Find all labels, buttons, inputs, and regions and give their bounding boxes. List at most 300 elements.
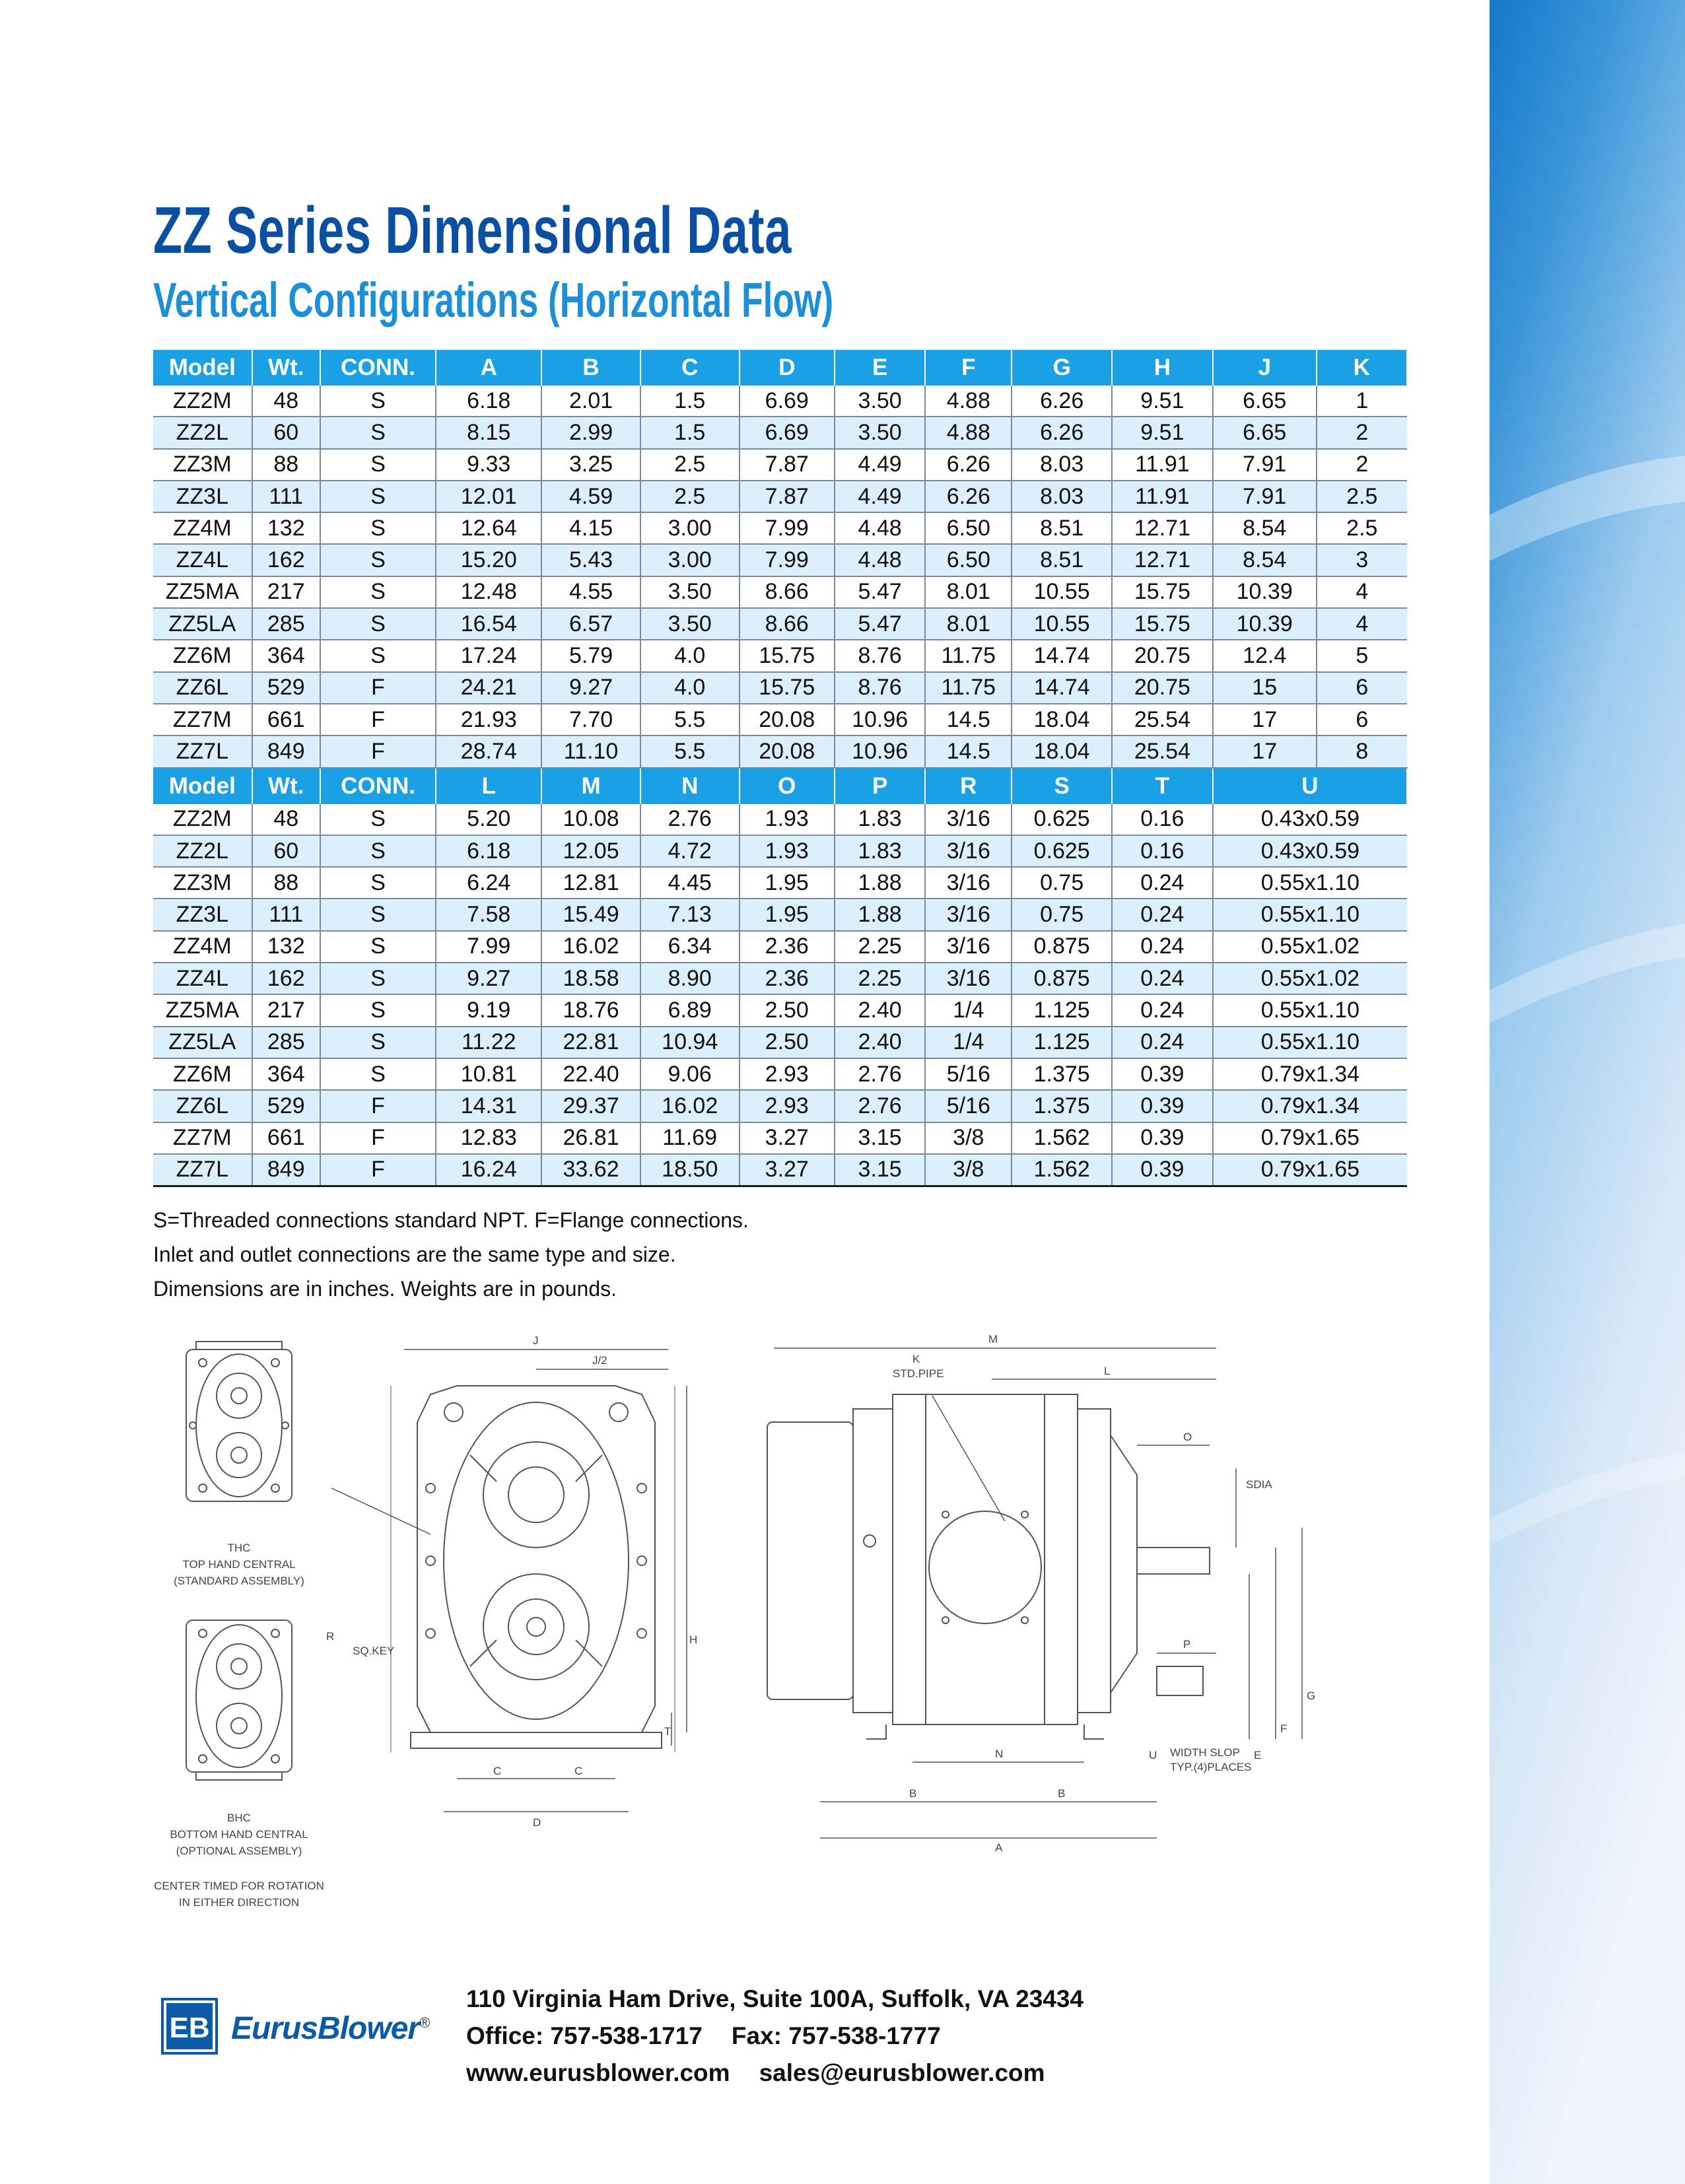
- table-cell: 1/4: [925, 1027, 1012, 1058]
- table-cell: 3.00: [640, 544, 739, 576]
- table-cell: 0.43x0.59: [1213, 835, 1407, 867]
- table-cell: S: [320, 867, 436, 899]
- table-cell: 6.24: [436, 867, 541, 899]
- table-cell: 20.08: [739, 704, 835, 735]
- table-cell: ZZ5LA: [153, 608, 252, 640]
- table-cell: 0.875: [1012, 931, 1112, 963]
- column-header: R: [925, 768, 1012, 804]
- table-cell: 3/16: [925, 867, 1012, 899]
- column-header: Model: [153, 768, 252, 804]
- table-cell: 3.27: [739, 1154, 835, 1186]
- table-cell: 9.06: [640, 1058, 739, 1090]
- table-cell: 14.5: [925, 704, 1012, 735]
- website-link[interactable]: www.eurusblower.com: [466, 2059, 730, 2086]
- table-cell: 1.88: [835, 867, 925, 899]
- table-cell: 2.25: [835, 931, 925, 963]
- table-cell: ZZ7L: [153, 735, 252, 767]
- dim-label-m: M: [988, 1333, 998, 1346]
- table-cell: 33.62: [541, 1154, 640, 1186]
- table-cell: 5.47: [835, 608, 925, 640]
- table-cell: 8.66: [739, 576, 835, 608]
- dim-label-width-slot: WIDTH SLOP: [1170, 1746, 1240, 1759]
- table-cell: S: [320, 576, 436, 608]
- table-cell: 0.24: [1112, 963, 1213, 994]
- thc-caption: TOP HAND CENTRAL: [182, 1558, 296, 1571]
- table-cell: 3/16: [925, 963, 1012, 994]
- table-cell: 6.50: [925, 544, 1012, 576]
- note-line: Dimensions are in inches. Weights are in pounds.: [153, 1277, 617, 1301]
- table-cell: 8.03: [1012, 449, 1112, 481]
- table-cell: 162: [252, 544, 320, 576]
- table-cell: 0.79x1.34: [1213, 1090, 1407, 1122]
- table-row: [153, 994, 1407, 1026]
- table-cell: 7.91: [1213, 481, 1317, 512]
- registered-mark: ®: [419, 2014, 430, 2031]
- table-cell: 10.55: [1012, 608, 1112, 640]
- address: 110 Virginia Ham Drive, Suite 100A, Suffolk, VA 23434: [466, 1985, 1084, 2012]
- table-cell: 5.43: [541, 544, 640, 576]
- column-header: J: [1213, 350, 1317, 386]
- table-cell: F: [320, 1154, 436, 1186]
- table-row: [153, 867, 1407, 899]
- front-dimensions: [331, 1349, 687, 1812]
- table-cell: 9.51: [1112, 417, 1213, 448]
- column-header: Model: [153, 350, 252, 386]
- table-cell: 6.18: [436, 386, 541, 417]
- table-row: [153, 899, 1407, 930]
- table-cell: 0.55x1.02: [1213, 931, 1407, 963]
- table-cell: 10.96: [835, 735, 925, 767]
- table-cell: 12.48: [436, 576, 541, 608]
- table-cell: 529: [252, 672, 320, 704]
- decorative-side-band: [1490, 0, 1685, 2184]
- table-cell: 5.5: [640, 704, 739, 735]
- table-cell: 2.36: [739, 963, 835, 994]
- table-header-row: [153, 350, 1407, 386]
- table-cell: ZZ5MA: [153, 576, 252, 608]
- table-cell: ZZ7M: [153, 704, 252, 735]
- table-cell: ZZ2L: [153, 835, 252, 867]
- dim-label-c: C: [574, 1765, 583, 1777]
- table-cell: 4.15: [541, 512, 640, 544]
- table-cell: ZZ3L: [153, 481, 252, 512]
- table-cell: 10.81: [436, 1058, 541, 1090]
- table-cell: F: [320, 704, 436, 735]
- table-cell: 849: [252, 735, 320, 767]
- table-cell: 2.5: [640, 481, 739, 512]
- table-cell: 6.89: [640, 994, 739, 1026]
- column-header: P: [835, 768, 925, 804]
- table-cell: 3.00: [640, 512, 739, 544]
- table-cell: 6.65: [1213, 417, 1317, 448]
- table-cell: 8.76: [835, 672, 925, 704]
- note-line: Inlet and outlet connections are the same type and size.: [153, 1243, 676, 1266]
- table-cell: 0.55x1.02: [1213, 963, 1407, 994]
- table-row: [153, 804, 1407, 835]
- table-cell: 132: [252, 931, 320, 963]
- table-cell: 6.26: [925, 449, 1012, 481]
- table-cell: 2.40: [835, 994, 925, 1026]
- table-cell: 2.99: [541, 417, 640, 448]
- brand-name: [231, 2010, 429, 2047]
- column-header: K: [1317, 350, 1407, 386]
- column-header: Wt.: [252, 350, 320, 386]
- table-cell: 661: [252, 704, 320, 735]
- table-cell: ZZ3L: [153, 899, 252, 930]
- table-cell: ZZ4L: [153, 544, 252, 576]
- table-cell: 12.83: [436, 1122, 541, 1154]
- table-cell: 4.0: [640, 672, 739, 704]
- table-cell: 8.54: [1213, 544, 1317, 576]
- table-cell: 3: [1317, 544, 1407, 576]
- dim-label-std-pipe: STD.PIPE: [893, 1367, 944, 1380]
- table-cell: 8.03: [1012, 481, 1112, 512]
- bhc-caption: BOTTOM HAND CENTRAL: [170, 1828, 308, 1841]
- table-cell: 16.02: [640, 1090, 739, 1122]
- page-subtitle: Vertical Configurations (Horizontal Flow): [153, 273, 834, 327]
- table-cell: ZZ2M: [153, 386, 252, 417]
- table-cell: 88: [252, 449, 320, 481]
- table-cell: 8.54: [1213, 512, 1317, 544]
- table-cell: 4.55: [541, 576, 640, 608]
- table-cell: 9.27: [436, 963, 541, 994]
- table-cell: 2.5: [1317, 512, 1407, 544]
- table-cell: 6.34: [640, 931, 739, 963]
- table-cell: 18.50: [640, 1154, 739, 1186]
- table-row: [153, 735, 1407, 767]
- table-cell: 6: [1317, 672, 1407, 704]
- table-cell: ZZ2M: [153, 804, 252, 835]
- dim-label-c: C: [493, 1765, 502, 1777]
- table-cell: 7.99: [739, 512, 835, 544]
- table-cell: 5.47: [835, 576, 925, 608]
- table-cell: ZZ3M: [153, 867, 252, 899]
- dim-label-k: K: [912, 1353, 920, 1365]
- table-cell: 1.93: [739, 835, 835, 867]
- column-header: O: [739, 768, 835, 804]
- table-cell: 1.562: [1012, 1154, 1112, 1186]
- column-header: CONN.: [320, 350, 436, 386]
- dim-label-b: B: [1058, 1787, 1066, 1800]
- table-cell: 2.93: [739, 1058, 835, 1090]
- table-cell: 12.71: [1112, 512, 1213, 544]
- table-cell: 6.57: [541, 608, 640, 640]
- email-link[interactable]: sales@eurusblower.com: [759, 2059, 1045, 2086]
- table-cell: 8.76: [835, 640, 925, 671]
- column-header: C: [640, 350, 739, 386]
- table-cell: 3.15: [835, 1122, 925, 1154]
- table-cell: ZZ6M: [153, 1058, 252, 1090]
- table-cell: 1.5: [640, 417, 739, 448]
- table-cell: 2.5: [640, 449, 739, 481]
- table-cell: 0.625: [1012, 804, 1112, 835]
- table-cell: 28.74: [436, 735, 541, 767]
- logo-mark: EB: [169, 2012, 210, 2044]
- table-cell: 10.39: [1213, 576, 1317, 608]
- table-cell: 4.0: [640, 640, 739, 671]
- table-cell: 0.79x1.65: [1213, 1122, 1407, 1154]
- table-cell: ZZ3M: [153, 449, 252, 481]
- table-cell: 15.75: [1112, 608, 1213, 640]
- table-cell: 11.91: [1112, 481, 1213, 512]
- table-cell: 3.50: [640, 608, 739, 640]
- table-cell: S: [320, 417, 436, 448]
- table-cell: F: [320, 672, 436, 704]
- table-cell: 3/16: [925, 804, 1012, 835]
- table-cell: 4.48: [835, 512, 925, 544]
- dim-label-r: R: [326, 1630, 335, 1643]
- table-row: [153, 1154, 1407, 1186]
- table-cell: 11.69: [640, 1122, 739, 1154]
- dim-label-j: J: [533, 1334, 539, 1347]
- table-cell: 217: [252, 576, 320, 608]
- table-cell: 3/8: [925, 1122, 1012, 1154]
- table-cell: 2: [1317, 449, 1407, 481]
- table-cell: 0.55x1.10: [1213, 899, 1407, 930]
- table-cell: 0.39: [1112, 1090, 1213, 1122]
- table-cell: 2.36: [739, 931, 835, 963]
- table-cell: S: [320, 963, 436, 994]
- table-cell: 2.40: [835, 1027, 925, 1058]
- table-cell: 1.375: [1012, 1058, 1112, 1090]
- table-cell: 8.51: [1012, 544, 1112, 576]
- table-cell: 11.75: [925, 640, 1012, 671]
- table-cell: 2.76: [835, 1090, 925, 1122]
- table-cell: 10.96: [835, 704, 925, 735]
- dim-label-d: D: [533, 1816, 541, 1829]
- table-cell: 529: [252, 1090, 320, 1122]
- table-cell: 4.45: [640, 867, 739, 899]
- rotation-caption: IN EITHER DIRECTION: [178, 1896, 300, 1909]
- table-cell: 0.16: [1112, 804, 1213, 835]
- blower-dimension-drawing: [153, 1323, 1342, 1930]
- table-cell: 8.01: [925, 576, 1012, 608]
- column-header: E: [835, 350, 925, 386]
- table-cell: 10.08: [541, 804, 640, 835]
- table-cell: 364: [252, 640, 320, 671]
- table-cell: 11.10: [541, 735, 640, 767]
- table-cell: 3.15: [835, 1154, 925, 1186]
- table-cell: S: [320, 1027, 436, 1058]
- dim-label-typ-places: TYP.(4)PLACES: [1170, 1761, 1252, 1773]
- table-cell: 25.54: [1112, 735, 1213, 767]
- table-cell: 1.83: [835, 835, 925, 867]
- table-cell: 48: [252, 804, 320, 835]
- table-cell: 4.88: [925, 386, 1012, 417]
- table-cell: 9.51: [1112, 386, 1213, 417]
- table-cell: 6.18: [436, 835, 541, 867]
- table-cell: 4.88: [925, 417, 1012, 448]
- table-cell: 14.31: [436, 1090, 541, 1122]
- table-cell: 4.49: [835, 481, 925, 512]
- table-cell: 1.93: [739, 804, 835, 835]
- dim-label-e: E: [1254, 1749, 1262, 1761]
- table-cell: 111: [252, 899, 320, 930]
- table-cell: 0.39: [1112, 1058, 1213, 1090]
- dim-label-j-half: J/2: [592, 1354, 607, 1367]
- table-cell: 15.75: [739, 672, 835, 704]
- table-cell: 17: [1213, 704, 1317, 735]
- table-cell: 1.88: [835, 899, 925, 930]
- table-cell: ZZ6M: [153, 640, 252, 671]
- table-cell: 18.76: [541, 994, 640, 1026]
- table-cell: 17: [1213, 735, 1317, 767]
- table-cell: S: [320, 899, 436, 930]
- table-cell: 3.50: [835, 386, 925, 417]
- table-cell: 2.50: [739, 1027, 835, 1058]
- thc-caption: THC: [227, 1542, 251, 1554]
- table-cell: 60: [252, 835, 320, 867]
- table-cell: S: [320, 512, 436, 544]
- table-row: [153, 512, 1407, 544]
- table-cell: S: [320, 544, 436, 576]
- table-cell: 10.94: [640, 1027, 739, 1058]
- table-row: [153, 608, 1407, 640]
- table-cell: 849: [252, 1154, 320, 1186]
- table-cell: 4.48: [835, 544, 925, 576]
- table-cell: 2.5: [1317, 481, 1407, 512]
- table-cell: 6.26: [925, 481, 1012, 512]
- table-cell: 1.5: [640, 386, 739, 417]
- table-cell: 285: [252, 1027, 320, 1058]
- table-cell: 20.75: [1112, 640, 1213, 671]
- table-cell: 3/16: [925, 931, 1012, 963]
- table-cell: 11.91: [1112, 449, 1213, 481]
- eurusblower-logo-icon: [161, 1998, 218, 2055]
- dim-label-l: L: [1104, 1365, 1111, 1377]
- column-header: CONN.: [320, 768, 436, 804]
- table-cell: 2: [1317, 417, 1407, 448]
- table-cell: 2.76: [835, 1058, 925, 1090]
- front-view: [391, 1386, 675, 1752]
- table-cell: 4: [1317, 608, 1407, 640]
- table-cell: 0.24: [1112, 867, 1213, 899]
- table-cell: 9.33: [436, 449, 541, 481]
- table-cell: 4.59: [541, 481, 640, 512]
- table-cell: 1.375: [1012, 1090, 1112, 1122]
- table-cell: S: [320, 931, 436, 963]
- table-cell: 8.66: [739, 608, 835, 640]
- dim-label-o: O: [1183, 1431, 1192, 1443]
- table-cell: 2.50: [739, 994, 835, 1026]
- dim-label-t: T: [664, 1725, 671, 1738]
- office-phone: Office: 757-538-1717: [466, 2022, 703, 2049]
- table-cell: 12.64: [436, 512, 541, 544]
- column-header: N: [640, 768, 739, 804]
- table-cell: 0.79x1.65: [1213, 1154, 1407, 1186]
- table-cell: ZZ4M: [153, 512, 252, 544]
- table-cell: 6.26: [1012, 417, 1112, 448]
- table-cell: 12.05: [541, 835, 640, 867]
- table-cell: 5.20: [436, 804, 541, 835]
- table-cell: 4.49: [835, 449, 925, 481]
- table-cell: 20.75: [1112, 672, 1213, 704]
- table-cell: S: [320, 994, 436, 1026]
- dim-label-s-dia: SDIA: [1246, 1478, 1272, 1491]
- brand-text: EurusBlower: [231, 2011, 420, 2046]
- table-cell: 217: [252, 994, 320, 1026]
- table-cell: 1.95: [739, 899, 835, 930]
- table-cell: 0.625: [1012, 835, 1112, 867]
- table-cell: 0.16: [1112, 835, 1213, 867]
- table-cell: 3.25: [541, 449, 640, 481]
- table-cell: 5/16: [925, 1058, 1012, 1090]
- table-cell: 4: [1317, 576, 1407, 608]
- table-cell: S: [320, 481, 436, 512]
- table-cell: 6.65: [1213, 386, 1317, 417]
- table-row: [153, 386, 1407, 417]
- dimension-table: [153, 350, 1408, 1187]
- table-cell: 21.93: [436, 704, 541, 735]
- table-row: [153, 417, 1407, 448]
- table-cell: 2.76: [640, 804, 739, 835]
- thc-view: [186, 1342, 292, 1501]
- table-cell: 111: [252, 481, 320, 512]
- table-cell: 0.75: [1012, 867, 1112, 899]
- table-cell: ZZ7M: [153, 1122, 252, 1154]
- bhc-view: [186, 1620, 292, 1780]
- table-cell: 0.75: [1012, 899, 1112, 930]
- table-cell: 15.75: [1112, 576, 1213, 608]
- table-cell: 16.02: [541, 931, 640, 963]
- table-cell: 7.99: [436, 931, 541, 963]
- table-cell: ZZ6L: [153, 1090, 252, 1122]
- table-cell: 1.125: [1012, 994, 1112, 1026]
- table-cell: 8.01: [925, 608, 1012, 640]
- table-cell: 0.79x1.34: [1213, 1058, 1407, 1090]
- table-cell: 12.81: [541, 867, 640, 899]
- table-row: [153, 1058, 1407, 1090]
- bhc-caption: (OPTIONAL ASSEMBLY): [176, 1845, 302, 1857]
- table-cell: ZZ5MA: [153, 994, 252, 1026]
- table-cell: 24.21: [436, 672, 541, 704]
- table-cell: 5.5: [640, 735, 739, 767]
- table-cell: 7.13: [640, 899, 739, 930]
- table-cell: 0.43x0.59: [1213, 804, 1407, 835]
- table-cell: ZZ4M: [153, 931, 252, 963]
- fax-number: Fax: 757-538-1777: [731, 2022, 941, 2049]
- bhc-caption: BHC: [227, 1812, 251, 1824]
- table-cell: S: [320, 804, 436, 835]
- table-cell: F: [320, 1090, 436, 1122]
- table-row: [153, 1090, 1407, 1122]
- table-cell: 1: [1317, 386, 1407, 417]
- dim-label-f: F: [1280, 1723, 1288, 1735]
- table-row: [153, 704, 1407, 735]
- table-cell: 0.39: [1112, 1122, 1213, 1154]
- dim-label-b: B: [909, 1787, 917, 1800]
- table-cell: 5.79: [541, 640, 640, 671]
- table-cell: F: [320, 1122, 436, 1154]
- table-cell: 25.54: [1112, 704, 1213, 735]
- table-cell: ZZ4L: [153, 963, 252, 994]
- table-cell: 2.01: [541, 386, 640, 417]
- table-cell: S: [320, 386, 436, 417]
- table-cell: 18.58: [541, 963, 640, 994]
- table-cell: 0.24: [1112, 994, 1213, 1026]
- table-cell: F: [320, 735, 436, 767]
- dim-label-a: A: [995, 1841, 1003, 1854]
- rotation-caption: CENTER TIMED FOR ROTATION: [154, 1880, 324, 1892]
- thc-caption: (STANDARD ASSEMBLY): [174, 1575, 304, 1587]
- table-notes: [153, 1203, 749, 1306]
- note-line: S=Threaded connections standard NPT. F=Flange connections.: [153, 1208, 749, 1232]
- table-cell: 88: [252, 867, 320, 899]
- table-cell: S: [320, 835, 436, 867]
- table-cell: 6.69: [739, 417, 835, 448]
- table-cell: 1.562: [1012, 1122, 1112, 1154]
- table-cell: S: [320, 608, 436, 640]
